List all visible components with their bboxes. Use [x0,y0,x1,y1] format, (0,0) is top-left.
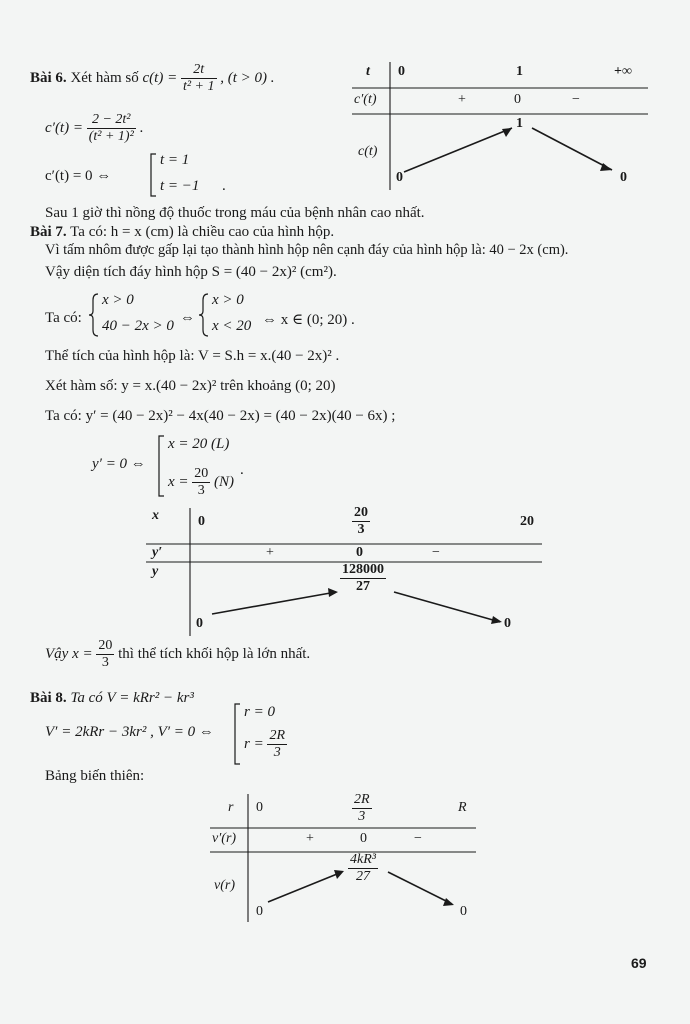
bai6-title: Bài 6. [30,69,67,86]
bai8-table-r1 [352,792,372,825]
bai7-table-x1 [352,505,370,538]
bai7-final-den: 3 [101,655,109,670]
bai7-zero-case2-lhs: x = [168,473,189,490]
bai7-zero-end: . [240,462,244,478]
bai6-table-label-t: t [366,64,370,79]
bai8-table-sign-minus: − [414,831,422,846]
bai7-sys1-brace [88,292,100,338]
bai7-derivative: Ta có: y′ = (40 − 2x)² − 4x(40 − 2x) = (40 − 2x)(40 − 6x) ; [45,408,396,424]
bai8-table-v-right: 0 [460,904,467,919]
bai6-table-sign-plus: + [458,92,466,107]
bai7-zero-case2-fraction [192,466,210,499]
bai8-case2-den: 3 [273,745,281,760]
bai8-table-v-top-fraction [348,852,378,885]
bai8-case2-num: 2R [269,728,286,743]
bai6-table-sign-minus: − [572,92,580,107]
bai7-sys2-b: x < 20 [212,318,252,334]
bai8-case1: r = 0 [244,704,275,720]
page-number: 69 [631,955,647,971]
bai7-volume: Thể tích của hình hộp là: V = S.h = x.(40 − 2x)² . [45,348,340,364]
bai7-final-num: 20 [98,638,113,653]
bai7-table-x1-den: 3 [357,522,365,537]
bai8-line1-wrap [30,690,194,707]
bai6-deriv-den: (t² + 1)² [88,129,134,144]
bai6-table-c-left: 0 [396,170,403,185]
bai6-func-cond: , (t > 0) . [220,69,275,86]
bai7-table-sign-minus: − [432,545,440,560]
bai7-line2: Vì tấm nhôm được gấp lại tạo thành hình hộp nên cạnh đáy của hình hộp là: 40 − 2x (cm). [45,242,569,258]
bai7-table-y-top-num: 128000 [342,562,384,577]
bai7-table-y-left: 0 [196,616,203,631]
bai7-table-sign-plus: + [266,545,274,560]
bai8-zero-bracket [232,702,242,766]
bai6-table-c-top: 1 [516,116,523,131]
bai8-table-r1-num: 2R [354,792,370,807]
bai6-table-t0: 0 [398,64,405,79]
bai7-table-y-top-den: 27 [356,579,370,594]
bai7-table-sign-zero: 0 [356,545,363,560]
bai7-sys-label: Ta có: [45,310,82,326]
bai7-sys2-brace [198,292,210,338]
bai7-zero-case2-rhs: (N) [214,473,235,490]
bai7-table-x0: 0 [198,514,205,529]
bai8-case2 [244,728,287,761]
bai6-zero-lhs: c′(t) = 0 ⇔ [45,168,112,184]
bai7-line3: Vậy diện tích đáy hình hộp S = (40 − 2x)² (cm²). [45,264,337,280]
bai7-consider: Xét hàm số: y = x.(40 − 2x)² trên khoảng (0; 20) [45,378,336,394]
bai7-final [45,638,310,671]
bai7-line1: Ta có: h = x (cm) là chiều cao của hình hộp. [70,224,335,240]
bai6-deriv-fraction [87,112,136,145]
bai8-table-label-vprime: v′(r) [212,831,237,846]
bai7-sys-arrow: ⇔ [180,310,195,326]
bai8-table-sign-zero: 0 [360,831,367,846]
bai8-table-r1-den: 3 [358,809,366,824]
bai6-table-sign-zero: 0 [514,92,521,107]
bai7-final-rhs: thì thể tích khối hộp là lớn nhất. [118,645,311,662]
bai6-table-label-cprime: c′(t) [354,92,377,107]
bai6-zero-case1: t = 1 [160,152,190,168]
bai8-title: Bài 8. [30,690,67,706]
bai8-table-v-left: 0 [256,904,263,919]
bai7-sys-result: ⇔ x ∈ (0; 20) . [262,312,355,328]
bai6-conclusion: Sau 1 giờ thì nồng độ thuốc trong máu của bệnh nhân cao nhất. [45,205,425,221]
bai7-sys1-b: 40 − 2x > 0 [102,318,174,334]
bai8-case2-fraction [267,728,287,761]
bai6-zero-bracket [148,152,158,198]
bai6-table-label-c: c(t) [358,144,378,159]
bai6-zero-end: . [222,178,226,194]
bai7-table-label-y: y [152,564,159,579]
bai8-table-v-top-den: 27 [355,869,370,884]
bai6-func-fraction [181,62,217,95]
bai8-table-r2: R [458,800,467,815]
bai7-sys2-a: x > 0 [212,292,244,308]
bai7-zero-case1: x = 20 (L) [168,436,230,452]
bai7-zero-case2 [168,466,234,499]
bai8-table-label-r: r [228,800,234,815]
bai6-deriv-end: . [139,119,144,136]
bai6-zero-case2: t = −1 [160,178,200,194]
bai7-table-y-top-fraction [340,562,386,595]
bai6-heading-line [30,62,275,95]
bai6-deriv-lhs: c′(t) = [45,119,83,136]
bai6-derivative [45,112,143,145]
bai8-table-label-v: v(r) [214,878,235,893]
bai8-line1: Ta có V = kRr² − kr³ [70,690,194,706]
bai7-zero-bracket [156,434,166,498]
bai6-table-t2: +∞ [614,64,632,79]
bai7-table-y-right: 0 [504,616,511,631]
bai7-zero-case2-num: 20 [194,466,209,481]
bai8-table-r1-fraction [352,792,372,825]
bai7-final-lhs: Vậy x = [45,645,93,662]
bai8-table-r0: 0 [256,800,263,815]
bai7-sys1-a: x > 0 [102,292,134,308]
bai6-deriv-num: 2 − 2t² [87,112,136,129]
bai7-zero-lhs: y′ = 0 ⇔ [92,456,146,472]
bai6-func: c(t) = [142,69,178,86]
bai8-table-v-top [348,852,378,885]
bai8-table-title: Bảng biến thiên: [45,768,145,784]
bai7-table-x1-num: 20 [354,505,368,520]
bai7-title: Bài 7. [30,224,67,240]
bai8-table-sign-plus: + [306,831,314,846]
bai8-case2-lhs: r = [244,735,264,752]
bai7-zero-case2-den: 3 [197,483,205,498]
bai6-intro: Xét hàm số [70,69,139,86]
bai7-table-x2: 20 [520,514,534,529]
bai7-table-label-yprime: y′ [152,545,163,560]
bai6-func-den: t² + 1 [182,79,215,94]
bai6-table-c-right: 0 [620,170,627,185]
bai7-table-label-x: x [152,508,159,523]
bai6-func-num: 2t [181,62,217,79]
bai6-table-t1: 1 [516,64,523,79]
bai7-final-fraction [96,638,114,671]
bai7-table-x1-fraction [352,505,370,538]
bai8-derivative: V′ = 2kRr − 3kr² , V′ = 0 ⇔ [45,724,214,740]
bai7-line1-wrap [30,224,334,241]
bai7-table-y-top [340,562,386,595]
bai8-table-v-top-num: 4kR³ [350,852,376,867]
